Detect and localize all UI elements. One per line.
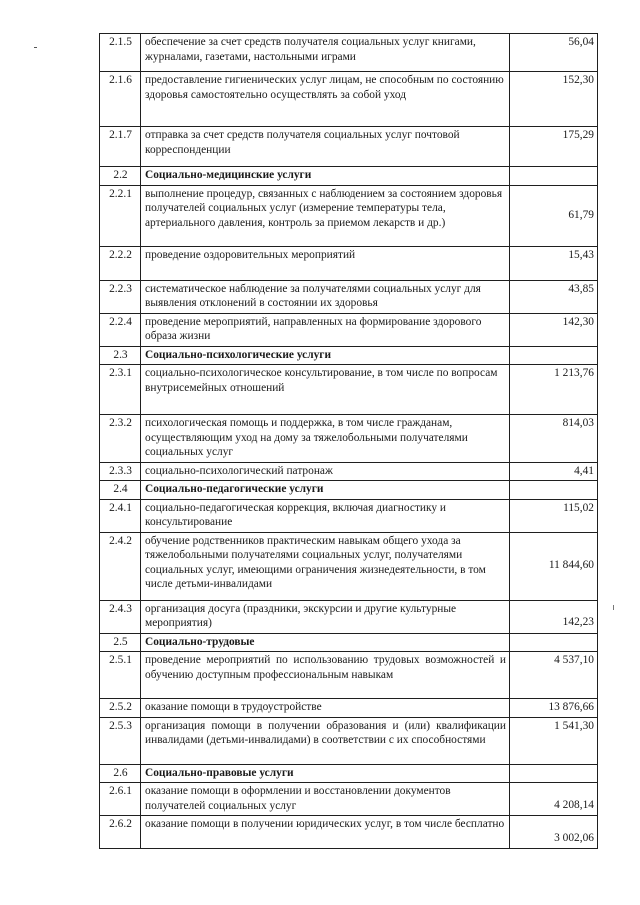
- service-name: отправка за счет средств получателя социальных услуг почтовой корреспонденции: [141, 127, 510, 167]
- row-number: 2.1.6: [100, 72, 141, 127]
- row-number: 2.5.3: [100, 717, 141, 764]
- service-name: обеспечение за счет средств получателя социальных услуг книгами, журналами, газетами, настольными играми: [141, 34, 510, 72]
- table-row: [100, 246, 598, 280]
- service-name: психологическая помощь и поддержка, в том числе гражданам, осуществляющим уход на дому за тяжелобольными получателями социальных услуг: [141, 415, 510, 463]
- service-price: 142,30: [510, 313, 598, 346]
- service-price: 3 002,06: [510, 816, 598, 849]
- row-number: 2.2.3: [100, 280, 141, 313]
- row-number: 2.1.5: [100, 34, 141, 72]
- section-price: [510, 167, 598, 186]
- social-services-tariff-table: [99, 33, 598, 849]
- table-row: [100, 783, 598, 816]
- table-row: [100, 365, 598, 415]
- service-name: выполнение процедур, связанных с наблюдением за состоянием здоровья получателей социальных услуг (измерение температуры тела, артериального давления, контроль за приемом лекарств и др.): [141, 185, 510, 246]
- section-header-row: [100, 633, 598, 652]
- row-number: 2.4.2: [100, 532, 141, 600]
- service-price: 175,29: [510, 127, 598, 167]
- scan-speck: [34, 47, 37, 48]
- section-number: 2.3: [100, 346, 141, 365]
- service-price: 4 208,14: [510, 783, 598, 816]
- service-name: организация досуга (праздники, экскурсии и другие культурные мероприятия): [141, 600, 510, 633]
- section-price: [510, 764, 598, 783]
- section-number: 2.2: [100, 167, 141, 186]
- service-price: 56,04: [510, 34, 598, 72]
- service-price: 15,43: [510, 246, 598, 280]
- scan-edge-mark: [613, 605, 614, 610]
- row-number: 2.3.2: [100, 415, 141, 463]
- table-row: [100, 717, 598, 764]
- section-header-row: [100, 481, 598, 500]
- table-row: [100, 185, 598, 246]
- service-price: 43,85: [510, 280, 598, 313]
- service-name: проведение оздоровительных мероприятий: [141, 246, 510, 280]
- service-price: 152,30: [510, 72, 598, 127]
- table-row: [100, 280, 598, 313]
- row-number: 2.6.2: [100, 816, 141, 849]
- section-price: [510, 481, 598, 500]
- table-row: [100, 816, 598, 849]
- row-number: 2.3.3: [100, 462, 141, 481]
- section-title: Социально-педагогические услуги: [141, 481, 510, 500]
- table-row: [100, 415, 598, 463]
- service-name: социально-педагогическая коррекция, включая диагностику и консультирование: [141, 499, 510, 532]
- section-title: Социально-психологические услуги: [141, 346, 510, 365]
- service-name: систематическое наблюдение за получателями социальных услуг для выявления отклонений в состоянии их здоровья: [141, 280, 510, 313]
- table-row: [100, 499, 598, 532]
- service-name: оказание помощи в получении юридических услуг, в том числе бесплатно: [141, 816, 510, 849]
- table-row: [100, 462, 598, 481]
- service-name: организация помощи в получении образования и (или) квалификации инвалидами (детьми-инвалидами) в соответствии с их способностями: [141, 717, 510, 764]
- row-number: 2.5.1: [100, 652, 141, 699]
- service-price: 61,79: [510, 185, 598, 246]
- service-price: 4 537,10: [510, 652, 598, 699]
- service-name: проведение мероприятий по использованию трудовых возможностей и обучению доступным профессиональным навыкам: [141, 652, 510, 699]
- service-price: 1 213,76: [510, 365, 598, 415]
- table-row: [100, 72, 598, 127]
- service-name: оказание помощи в трудоустройстве: [141, 699, 510, 718]
- section-header-row: [100, 346, 598, 365]
- row-number: 2.4.1: [100, 499, 141, 532]
- row-number: 2.1.7: [100, 127, 141, 167]
- section-title: Социально-правовые услуги: [141, 764, 510, 783]
- service-price: 142,23: [510, 600, 598, 633]
- service-name: социально-психологическое консультирование, в том числе по вопросам внутрисемейных отношений: [141, 365, 510, 415]
- section-number: 2.5: [100, 633, 141, 652]
- table-row: [100, 532, 598, 600]
- row-number: 2.5.2: [100, 699, 141, 718]
- section-price: [510, 346, 598, 365]
- service-name: оказание помощи в оформлении и восстановлении документов получателей социальных услуг: [141, 783, 510, 816]
- service-price: 11 844,60: [510, 532, 598, 600]
- table-row: [100, 313, 598, 346]
- service-price: 13 876,66: [510, 699, 598, 718]
- row-number: 2.3.1: [100, 365, 141, 415]
- table-row: [100, 127, 598, 167]
- section-header-row: [100, 167, 598, 186]
- service-name: проведение мероприятий, направленных на формирование здорового образа жизни: [141, 313, 510, 346]
- service-price: 814,03: [510, 415, 598, 463]
- row-number: 2.6.1: [100, 783, 141, 816]
- row-number: 2.2.2: [100, 246, 141, 280]
- section-number: 2.4: [100, 481, 141, 500]
- service-price: 4,41: [510, 462, 598, 481]
- table-row: [100, 699, 598, 718]
- service-price: 115,02: [510, 499, 598, 532]
- row-number: 2.4.3: [100, 600, 141, 633]
- service-name: обучение родственников практическим навыкам общего ухода за тяжелобольными получателями социальных услуг, получателями социальных услуг, имеющими ограничения жизнедеятельности, в том числе детьми-инвалидами: [141, 532, 510, 600]
- section-header-row: [100, 764, 598, 783]
- section-title: Социально-медицинские услуги: [141, 167, 510, 186]
- section-price: [510, 633, 598, 652]
- row-number: 2.2.4: [100, 313, 141, 346]
- row-number: 2.2.1: [100, 185, 141, 246]
- table-row: [100, 600, 598, 633]
- table-row: [100, 34, 598, 72]
- service-name: социально-психологический патронаж: [141, 462, 510, 481]
- table-row: [100, 652, 598, 699]
- service-name: предоставление гигиенических услуг лицам, не способным по состоянию здоровья самостоятельно осуществлять за собой уход: [141, 72, 510, 127]
- service-price: 1 541,30: [510, 717, 598, 764]
- section-number: 2.6: [100, 764, 141, 783]
- section-title: Социально-трудовые: [141, 633, 510, 652]
